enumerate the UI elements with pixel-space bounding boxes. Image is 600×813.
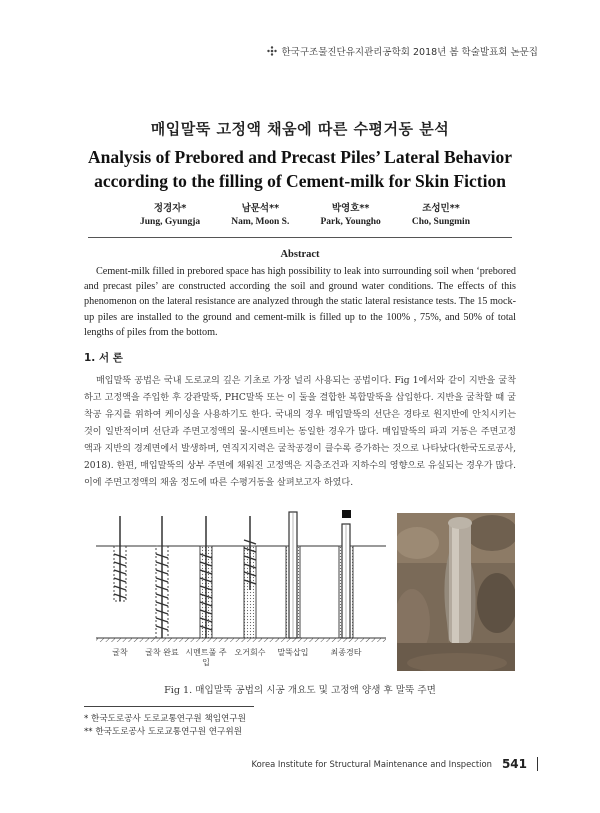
section-body: 매입말뚝 공법은 국내 도로교의 깊은 기초로 가장 널리 사용되는 공법이다. Fig 1에서와 같이 지반을 굴착하고 고정액을 주입한 후 강관말뚝, PHC말뚝 또는 이 둘을 결합한 복합말뚝을 삽입한다. 지반을 굴착할 때 굴착공 유지를 위하여 케이싱을 사용하기도 한다. 국내의 경우 매입말뚝의 선단은 경타로 원지반에 안치시키는 것이 일반적이며 선단과 주면고정액의 물-시멘트비는 동일한 경우가 많다. 매입말뚝의 파괴 거동은 주면고정액과 지반의 경계면에서 발생하며, 연직지지력은 굴착공경이 클수록 증가하는 것으로 나타났다(한국도로공사, 2018). 한편, 매입말뚝의 상부 주면에 채워진 고정액은 지층조건과 지하수의 영향으로 유실되는 경우가 많다. 이에 주면고정액의 채움 정도에 따른 수평거동을 살펴보고자 하였다. xyxy=(84,376,516,488)
title-english-line2: according to the filling of Cement-milk for Skin Fiction xyxy=(94,171,506,191)
step-final-driving xyxy=(339,510,353,638)
author-name-en: Nam, Moon S. xyxy=(231,217,290,227)
author-name-kr: 남문석** xyxy=(241,203,280,214)
abstract-text: Cement-milk filled in prebored space has high possibility to leak into surrounding soil when ‘prebored and precast piles’ are constructed according the soil and ground water conditions. The effects of this phenomenon on the lateral resistance are analyzed through the static lateral resistance tests. The 15 mock-up piles are installed to the ground and cement-milk is filled up to the 100% , 75%, and 50% of total lengths of piles from the bottom. xyxy=(84,266,516,338)
step-label: 오거회수 xyxy=(234,648,266,657)
page-footer xyxy=(252,757,538,771)
title-english-line1: Analysis of Prebored and Precast Piles’ Lateral Behavior xyxy=(87,147,512,167)
title-english xyxy=(60,145,540,193)
step-label: 시멘트풀 주입 xyxy=(185,648,227,667)
author-list xyxy=(140,200,470,227)
abstract-heading: Abstract xyxy=(280,249,320,260)
step-label: 말뚝삽입 xyxy=(277,648,309,657)
footnote: ** 한국도로공사 도로교통연구원 연구위원 xyxy=(84,727,242,737)
author xyxy=(320,200,380,227)
step-label: 굴착 xyxy=(112,648,128,657)
author-name-en: Cho, Sungmin xyxy=(411,217,470,227)
title-korean: 매입말뚝 고정액 채움에 따른 수평거동 분석 xyxy=(150,120,450,138)
step-label: 굴착 완료 xyxy=(145,648,179,657)
step-excavation-complete xyxy=(156,516,168,638)
step-cement-injection xyxy=(200,516,212,638)
author-name-en: Jung, Gyungja xyxy=(140,217,201,227)
author xyxy=(412,200,470,227)
pile-surface-photo xyxy=(397,513,515,671)
construction-diagram-svg xyxy=(96,510,386,670)
author xyxy=(140,200,200,227)
journal-header xyxy=(267,44,538,58)
pile-photo-svg xyxy=(397,513,515,671)
author-name-kr: 박영호** xyxy=(331,203,370,214)
author xyxy=(231,200,289,227)
step-auger-withdrawal xyxy=(244,516,256,638)
footnote-divider xyxy=(84,706,254,707)
journal-name: 한국구조물진단유지관리공학회 2018년 봄 학술발표회 논문집 xyxy=(281,47,538,58)
figure-caption: Fig 1. 매입말뚝 공법의 시공 개요도 및 고정액 양생 후 말뚝 주면 xyxy=(164,685,436,696)
page-number: 541 xyxy=(501,757,527,771)
construction-diagram xyxy=(96,510,386,670)
step-excavation xyxy=(114,516,126,601)
author-name-kr: 조성민** xyxy=(422,203,460,214)
footnote: * 한국도로공사 도로교통연구원 책임연구원 xyxy=(84,714,246,724)
author-name-en: Park, Youngho xyxy=(320,217,381,227)
section-heading: 1. 서 론 xyxy=(84,352,123,364)
snowflake-logo-icon xyxy=(267,46,277,56)
step-pile-insertion xyxy=(286,512,300,638)
author-name-kr: 정경자* xyxy=(153,203,187,214)
divider xyxy=(88,237,512,238)
footer-institute: Korea Institute for Structural Maintenance and Inspection xyxy=(251,759,492,769)
footer-bar xyxy=(537,757,538,771)
step-label: 최종경타 xyxy=(330,648,362,657)
